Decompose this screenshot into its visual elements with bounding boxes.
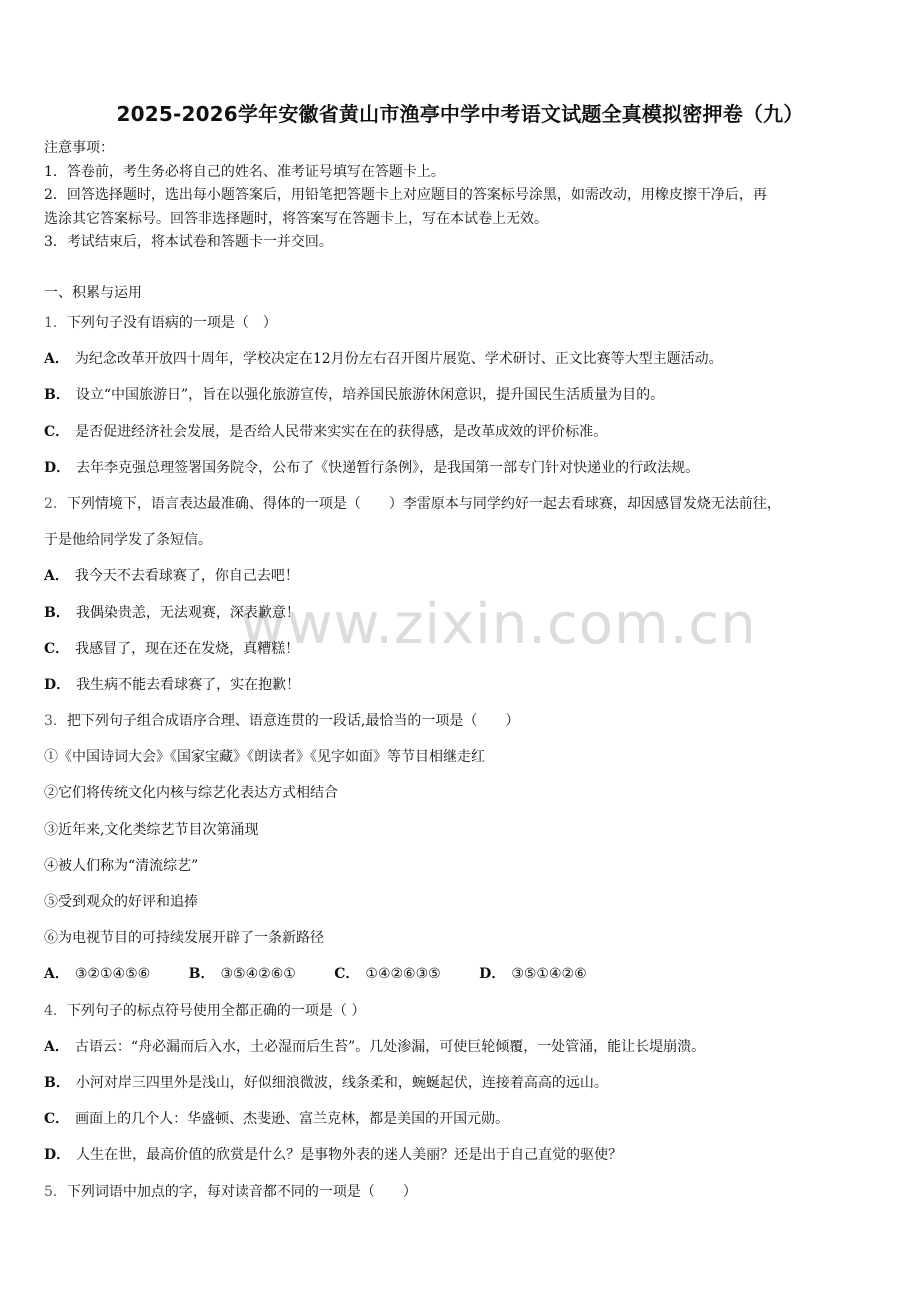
option-text: ③⑤①④②⑥ <box>511 966 587 983</box>
question-2-stem-continued <box>44 527 884 563</box>
option-text: 我感冒了，现在还在发烧，真糟糕！ <box>75 640 300 657</box>
question-text: 下列情境下，语言表达最准确、得体的一项是（ ）李雷原本与同学约好一起去看球赛，却因感冒发烧无法前往， <box>66 495 781 512</box>
notice-block <box>44 137 884 255</box>
question-5-stem <box>44 1179 884 1215</box>
question-4-option-a <box>44 1034 884 1070</box>
option-letter: D． <box>44 676 71 693</box>
question-3-stem <box>44 708 884 744</box>
option-letter: D． <box>44 459 71 476</box>
option-text: 我偶染贵恙，无法观赛，深表歉意！ <box>75 604 300 621</box>
question-number: 5． <box>44 1183 67 1200</box>
option-letter: B． <box>44 387 70 404</box>
question-1-option-c <box>44 419 884 455</box>
notice-line: 3．考试结束后，将本试卷和答题卡一并交回。 <box>44 234 333 250</box>
question-text: 于是他给同学发了条短信。 <box>44 532 212 549</box>
option-text: 画面上的几个人：华盛顿、杰斐逊、富兰克林，都是美国的开国元勋。 <box>75 1111 510 1128</box>
watermark: www.zixin.com.cn <box>240 592 757 657</box>
option-letter: B． <box>188 966 215 983</box>
option-b <box>189 966 296 982</box>
question-4-option-b <box>44 1070 884 1106</box>
option-letter: A． <box>44 351 69 368</box>
question-3-options <box>44 961 884 997</box>
section-heading: 一、积累与运用 <box>44 285 142 301</box>
option-a <box>44 966 150 982</box>
option-letter: D． <box>479 966 506 983</box>
question-text: 下列词语中加点的字，每对读音都不同的一项是（ ） <box>66 1183 417 1200</box>
notice-line: 2．回答选择题时，选出每小题答案后，用铅笔把答题卡上对应题目的答案标号涂黑，如需改动，用橡皮擦干净后，再 <box>44 187 767 203</box>
option-text: 去年李克强总理签署国务院令，公布了《快递暂行条例》，是我国第一部专门针对快递业的行政法规。 <box>76 459 700 476</box>
page-title: 2025-2026学年安徽省黄山市渔亭中学中考语文试题全真模拟密押卷（九） <box>116 102 804 126</box>
option-text: 是否促进经济社会发展，是否给人民带来实实在在的获得感，是改革成效的评价标准。 <box>75 423 608 440</box>
option-text: 古语云：“舟必漏而后入水，土必湿而后生苔”。几处渗漏，可使巨轮倾覆，一处管涌，能让长堤崩溃。 <box>74 1038 706 1055</box>
question-2-option-a <box>44 563 884 599</box>
notice-heading: 注意事项： <box>44 140 114 156</box>
question-2-stem <box>44 491 884 527</box>
question-2-option-c <box>44 636 884 672</box>
option-text: 小河对岸三四里外是浅山，好似细浪微波，线条柔和，蜿蜒起伏，连接着高高的远山。 <box>75 1074 608 1091</box>
question-3-sentence: ①《中国诗词大会》《国家宝藏》《朗读者》《见字如面》等节目相继走红 <box>44 749 485 766</box>
question-1-option-d <box>44 455 884 491</box>
question-1-stem <box>44 310 884 346</box>
question-3-sentence: ⑥为电视节目的可持续发展开辟了一条新路径 <box>44 930 324 947</box>
notice-line: 选涂其它答案标号。回答非选择题时，将答案写在答题卡上，写在本试卷上无效。 <box>44 210 548 227</box>
question-3-sentence: ⑤受到观众的好评和追捧 <box>44 894 198 910</box>
question-text: 下列句子没有语病的一项是（ ） <box>66 315 277 331</box>
option-text: 为纪念改革开放四十周年，学校决定在12月份左右召开图片展览、学术研讨、正文比赛等大型主题活动。 <box>74 351 723 368</box>
question-3-sentence: ④被人们称为“清流综艺” <box>44 857 199 874</box>
question-3-sentence: ③近年来,文化类综艺节目次第涌现 <box>44 821 259 838</box>
question-text: 把下列句子组合成语序合理、语意连贯的一段话,最恰当的一项是（ ） <box>66 713 520 730</box>
option-letter: D． <box>44 1147 71 1164</box>
option-letter: C． <box>44 1111 70 1128</box>
question-number: 2． <box>44 495 67 512</box>
option-letter: A． <box>44 966 69 983</box>
question-2-option-b <box>44 600 884 636</box>
option-letter: C． <box>44 640 70 657</box>
option-text: 我生病不能去看球赛了，实在抱歉！ <box>76 676 301 693</box>
question-number: 4． <box>44 1002 67 1019</box>
question-text: 下列句子的标点符号使用全都正确的一项是（ ） <box>66 1002 366 1019</box>
option-text: 我今天不去看球赛了，你自己去吧！ <box>74 568 299 585</box>
question-4-option-c <box>44 1106 884 1142</box>
option-letter: B． <box>44 604 70 621</box>
question-4-option-d <box>44 1142 884 1178</box>
option-letter: A． <box>44 1038 69 1055</box>
questions <box>44 310 884 1215</box>
option-letter: C． <box>44 423 70 440</box>
option-text: ③②①④⑤⑥ <box>74 966 151 983</box>
option-letter: A． <box>44 568 69 585</box>
option-d <box>479 966 586 982</box>
question-2-option-d <box>44 672 884 708</box>
option-text: ①④②⑥③⑤ <box>365 966 441 983</box>
question-1-option-b <box>44 382 884 418</box>
option-c <box>334 966 440 982</box>
question-number: 3． <box>44 713 67 730</box>
option-text: ③⑤④②⑥① <box>220 966 296 983</box>
option-text: 人生在世，最高价值的欣赏是什么？是事物外表的迷人美丽？还是出于自己直觉的驱使？ <box>76 1147 623 1164</box>
option-text: 设立“中国旅游日”，旨在以强化旅游宣传，培养国民旅游休闲意识，提升国民生活质量为目的。 <box>75 387 665 404</box>
question-1-option-a <box>44 346 884 382</box>
question-4-stem <box>44 998 884 1034</box>
question-3-sentence: ②它们将传统文化内核与综艺化表达方式相结合 <box>44 785 338 802</box>
option-letter: C． <box>334 966 360 983</box>
option-letter: B． <box>44 1074 70 1091</box>
notice-line: 1．答卷前，考生务必将自己的姓名、准考证号填写在答题卡上。 <box>44 163 445 180</box>
question-number: 1． <box>44 315 67 331</box>
